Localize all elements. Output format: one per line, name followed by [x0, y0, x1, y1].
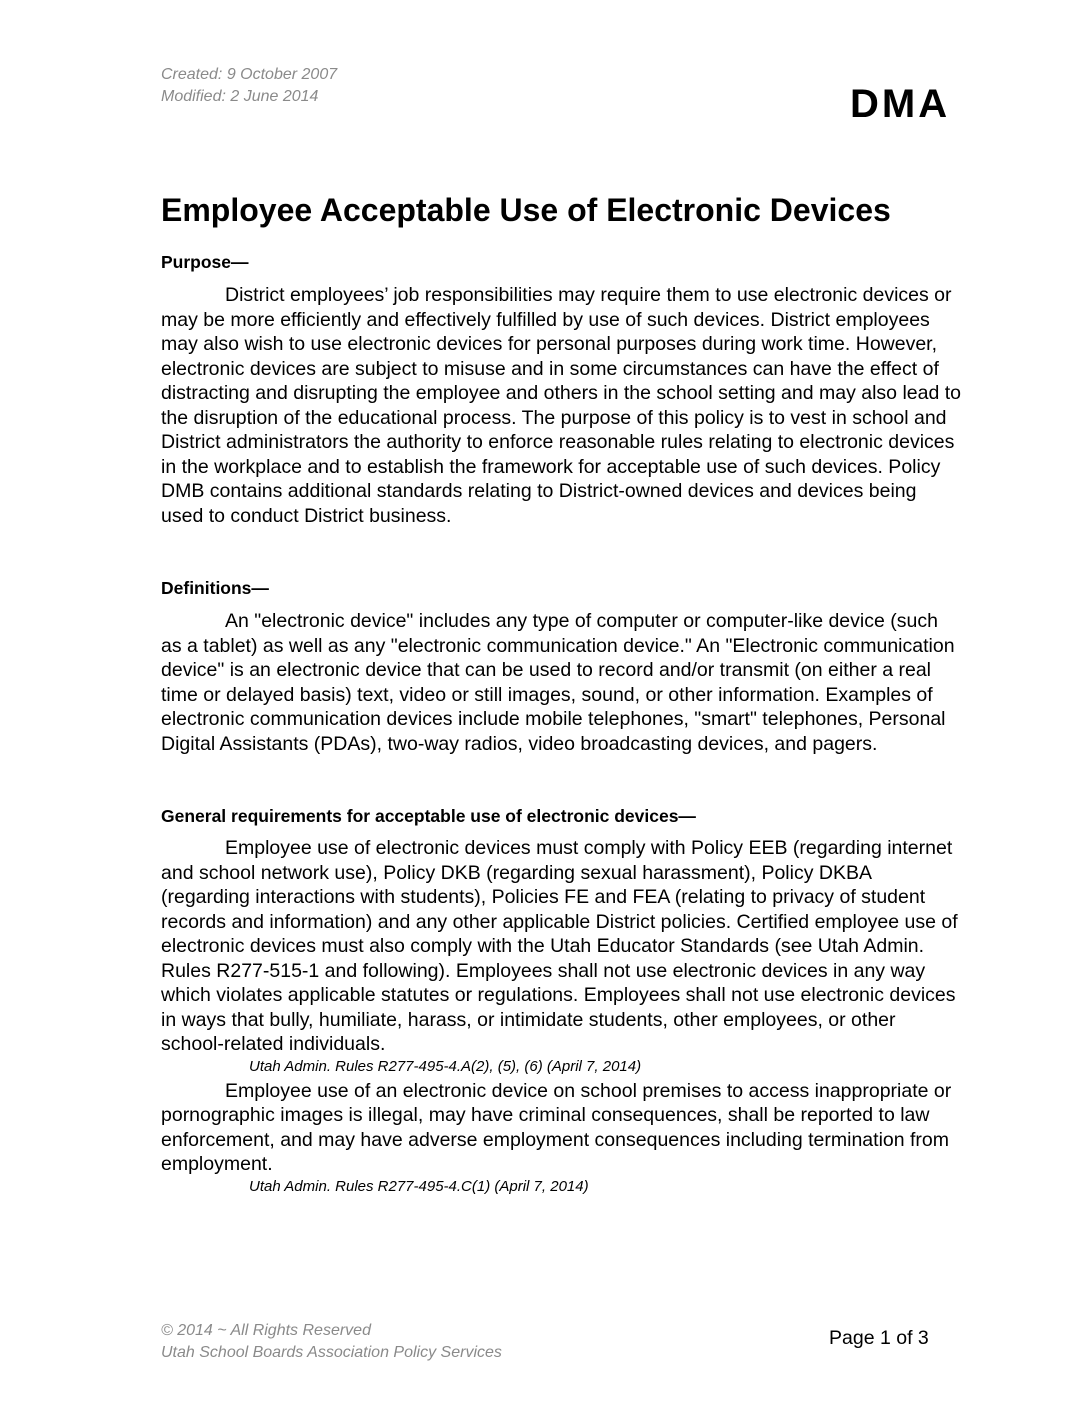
- modified-date: Modified: 2 June 2014: [161, 88, 319, 105]
- document-meta: [161, 64, 337, 108]
- paragraph-general-2: Employee use of an electronic device on school premises to access inappropriate or pornographic images is illegal, may have criminal consequences, shall be reported to law enforcement, and may have adverse employment consequences including termination from employment.: [161, 1079, 952, 1175]
- created-date: Created: 9 October 2007: [161, 66, 338, 83]
- section-heading-general: General requirements for acceptable use of electronic devices—: [161, 806, 696, 826]
- paragraph-definitions: An "electronic device" includes any type of computer or computer-like device (such as a tablet) as well as any "electronic communication device." An "Electronic communication device" is an electronic device that can be used to record and/or transmit (on either a real time or delayed basis) text, video or still images, sound, or other information. Examples of electronic communication devices include mobile telephones, "smart" telephones, Personal Digital Assistants (PDAs), two-way radios, video broadcasting devices, and pagers.: [161, 610, 955, 755]
- citation-2: Utah Admin. Rules R277-495-4.C(1) (April 7, 2014): [249, 1177, 589, 1195]
- paragraph-purpose: District employees’ job responsibilities may require them to use electronic devices or may be more efficiently and effectively fulfilled by use of such devices. District employees may also wish to use electronic devices for personal purposes during work time. However, electronic devices are subject to misuse and in some circumstances can have the effect of distracting and disrupting the employee and others in the school setting and may also lead to the disruption of the educational process. The purpose of this policy is to vest in school and District administrators the authority to enforce reasonable rules relating to electronic devices in the workplace and to establish the framework for acceptable use of such devices. Policy DMB contains additional standards relating to District-owned devices and devices being used to conduct District business.: [161, 284, 961, 527]
- section-heading-purpose: Purpose—: [161, 252, 249, 272]
- section-definitions: [161, 576, 961, 756]
- page-number: Page 1 of 3: [829, 1327, 929, 1349]
- page-title: Employee Acceptable Use of Electronic Devices: [161, 192, 891, 228]
- footer-credits: [161, 1320, 502, 1364]
- citation-1: Utah Admin. Rules R277-495-4.A(2), (5), (6) (April 7, 2014): [249, 1057, 642, 1075]
- section-general-requirements: [161, 804, 961, 1199]
- policy-code: DMA: [850, 82, 951, 126]
- footer-publisher: Utah School Boards Association Policy Services: [161, 1344, 502, 1361]
- paragraph-general-1: Employee use of electronic devices must comply with Policy EEB (regarding internet and school network use), Policy DKB (regarding sexual harassment), Policy DKBA (regarding interactions with students), Policies FE and FEA (relating to privacy of student records and information) and any other applicable District policies. Certified employee use of electronic devices must also comply with the Utah Educator Standards (see Utah Admin. Rules R277-515-1 and following). Employees shall not use electronic devices in any way which violates applicable statutes or regulations. Employees shall not use electronic devices in ways that bully, humiliate, harass, or intimidate students, other employees, or other school-related individuals.: [161, 837, 958, 1055]
- section-heading-definitions: Definitions—: [161, 578, 269, 598]
- section-purpose: [161, 250, 961, 528]
- footer-copyright: © 2014 ~ All Rights Reserved: [161, 1322, 371, 1339]
